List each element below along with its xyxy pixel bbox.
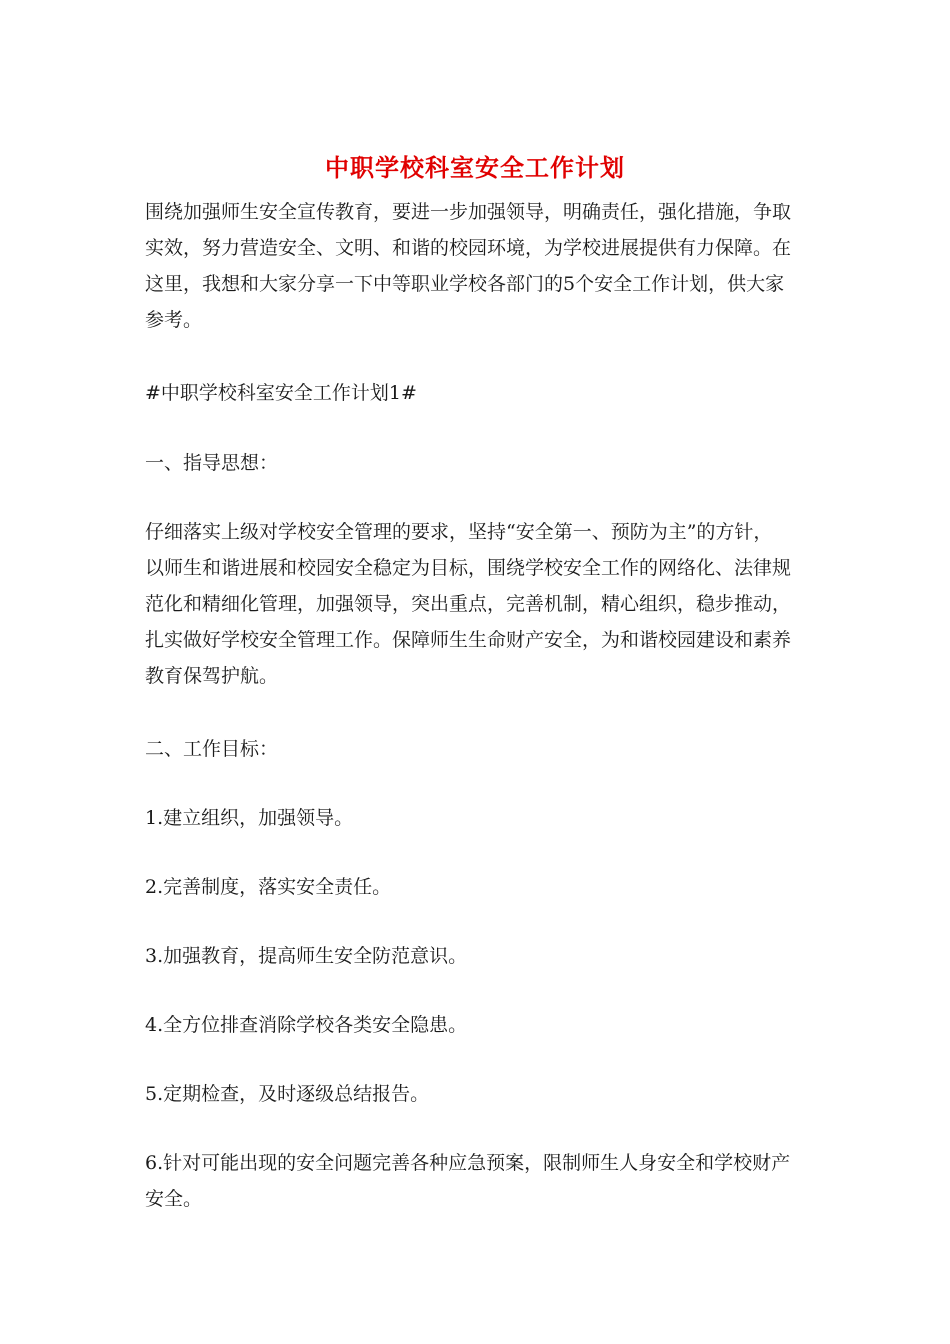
paragraph-line: 教育保驾护航。 — [145, 665, 279, 687]
goal-text: 1.建立组织，加强领导。 — [145, 807, 354, 829]
paragraph-line: 以师生和谐进展和校园安全稳定为目标，围绕学校安全工作的网络化、法律规 — [145, 557, 792, 579]
paragraph-line: 这里，我想和大家分享一下中等职业学校各部门的5个安全工作计划，供大家 — [145, 273, 785, 295]
paragraph-line: 参考。 — [145, 309, 203, 331]
section-marker — [145, 375, 805, 411]
paragraph-line: 扎实做好学校安全管理工作。保障师生生命财产安全，为和谐校园建设和素养 — [145, 629, 792, 651]
goal-text: 3.加强教育，提高师生安全防范意识。 — [145, 945, 468, 967]
paragraph-line: 围绕加强师生安全宣传教育，要进一步加强领导，明确责任，强化措施，争取 — [145, 201, 792, 223]
goal-item-1 — [145, 800, 805, 836]
goal-item-4 — [145, 1007, 805, 1043]
goal-text: 4.全方位排查消除学校各类安全隐患。 — [145, 1014, 468, 1036]
paragraph-line: 仔细落实上级对学校安全管理的要求，坚持“安全第一、预防为主”的方针， — [145, 521, 773, 543]
guiding-paragraph — [145, 514, 805, 694]
heading-work-goals — [145, 731, 805, 767]
goal-item-5 — [145, 1076, 805, 1112]
goal-text: 安全。 — [145, 1188, 203, 1210]
goal-item-3 — [145, 938, 805, 974]
paragraph-line: 范化和精细化管理，加强领导，突出重点，完善机制，精心组织，稳步推动， — [145, 593, 792, 615]
paragraph-line: 实效，努力营造安全、文明、和谐的校园环境，为学校进展提供有力保障。在 — [145, 237, 792, 259]
goal-item-2 — [145, 869, 805, 905]
goal-text: 5.定期检查，及时逐级总结报告。 — [145, 1083, 430, 1105]
heading-guiding-ideology — [145, 445, 805, 481]
section-marker-text: #中职学校科室安全工作计划1# — [145, 382, 417, 404]
goal-text: 2.完善制度，落实安全责任。 — [145, 876, 392, 898]
document-title: 中职学校科室安全工作计划 — [325, 153, 625, 182]
heading-text: 二、工作目标： — [145, 738, 279, 760]
heading-text: 一、指导思想： — [145, 452, 279, 474]
goal-item-6 — [145, 1145, 805, 1217]
goal-text: 6.针对可能出现的安全问题完善各种应急预案，限制师生人身安全和学校财产 — [145, 1152, 791, 1174]
intro-paragraph — [145, 194, 805, 338]
